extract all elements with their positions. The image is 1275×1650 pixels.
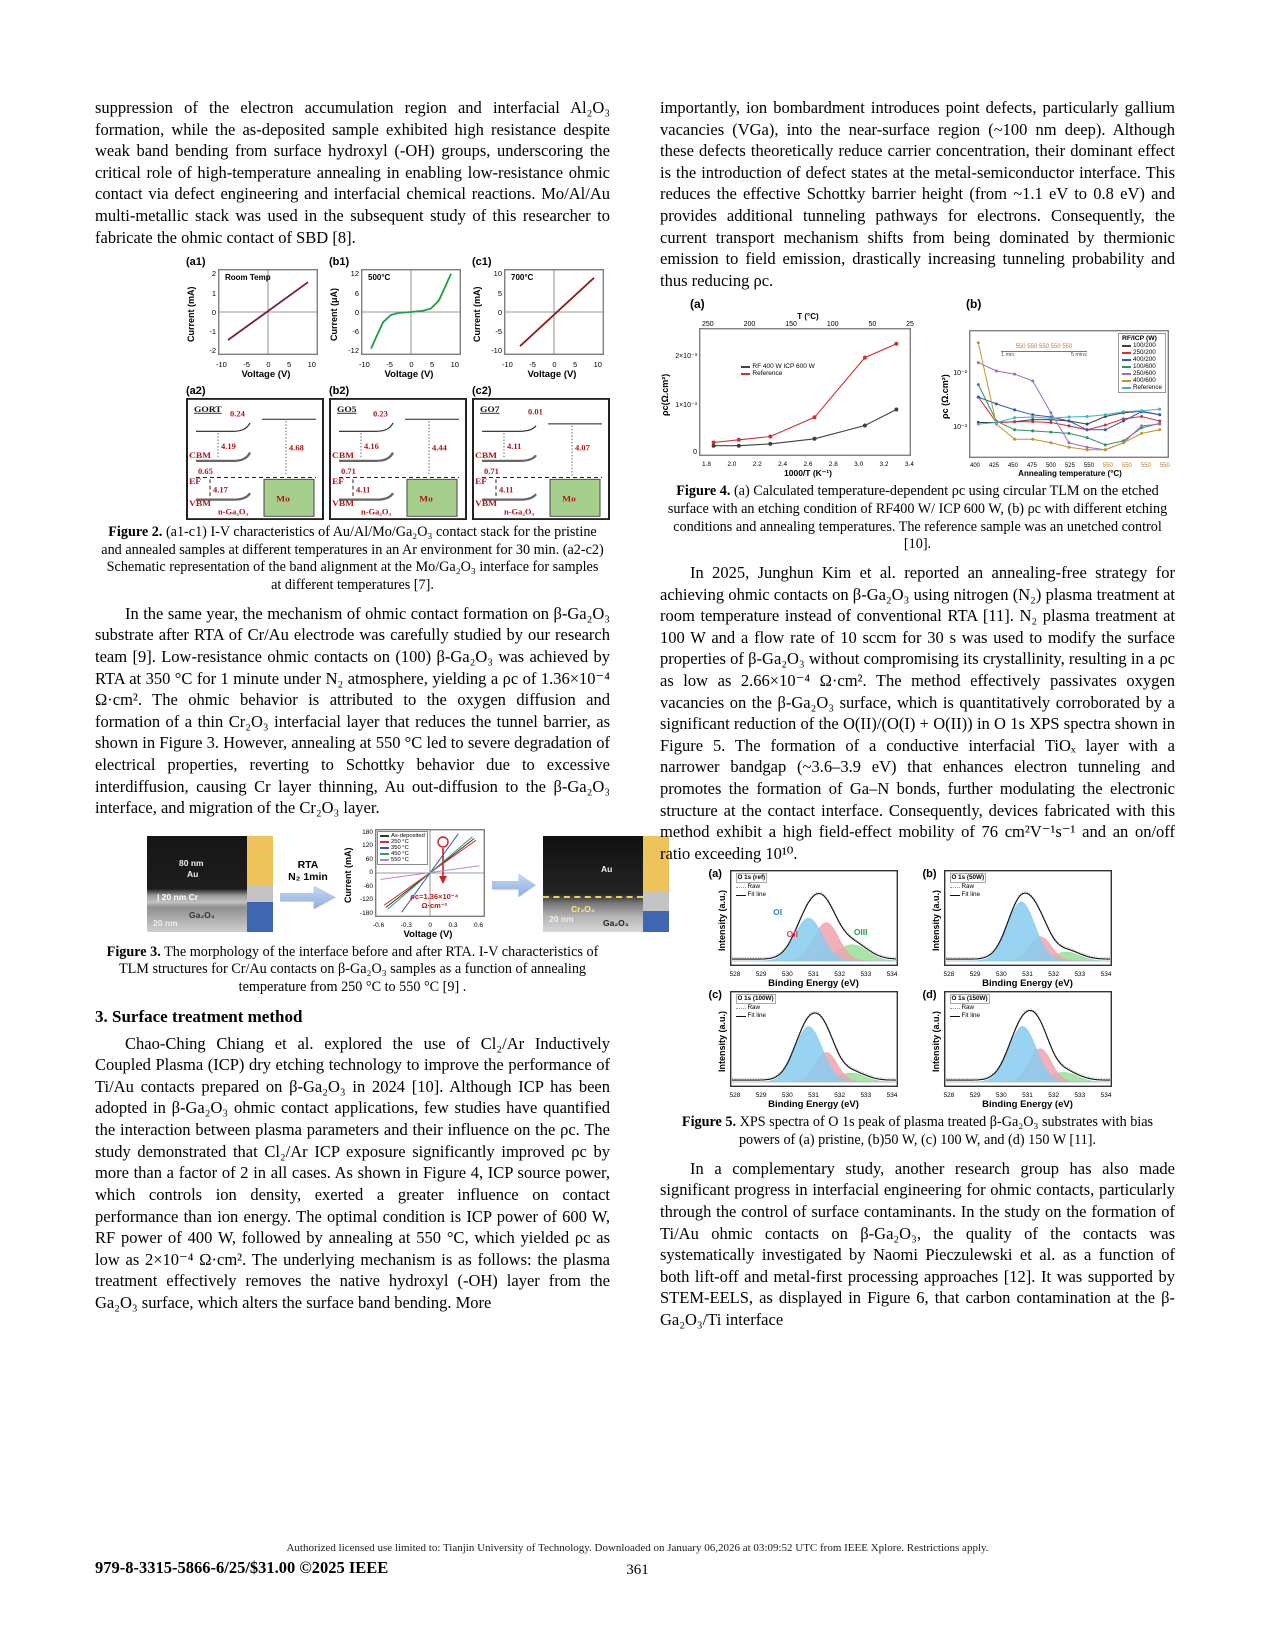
legend-swatch (950, 895, 960, 896)
svg-text:4.07: 4.07 (575, 444, 590, 453)
annotation-circle (438, 837, 448, 847)
figure2-caption (101, 524, 604, 594)
x-ticks: -10 -5 0 5 10 (216, 360, 316, 370)
figure2-panel-c1 (472, 256, 610, 380)
figure2-panel-b2 (329, 385, 467, 520)
paragraph-complementary: In a complementary study, another research group has also made significant progress in interfacial engineering for ohmic contacts, particularly through the control of surface contaminants. In the study on the formation of Ti/Au ohmic contacts on β-Ga₂O₃, the quality of the contacts was systematically investigated by Naomi Pieczulewski et al. as a function of both lift-off and metal-first processing approaches [12]. It was supported by STEM-EELS, as displayed in Figure 6, that carbon contamination at the β-Ga₂O₃/Ti interface (660, 1158, 1175, 1329)
svg-text:GORT: GORT (194, 404, 222, 415)
legend-item: Fit line (950, 891, 987, 899)
figure2-panel-b1 (329, 256, 467, 380)
plot-title: 700°C (511, 273, 534, 283)
legend-item: Fit line (950, 1012, 990, 1020)
svg-text:n-Ga₂O₃: n-Ga₂O₃ (218, 508, 249, 517)
x-axis-label: Voltage (V) (241, 369, 291, 381)
legend-title: RF/ICP (W) (1121, 335, 1157, 343)
legend-item: Raw (950, 883, 987, 891)
top-axis-ticks: 250 200 150 100 50 25 (702, 321, 914, 329)
legend-swatch (1122, 366, 1131, 368)
panel-label: (b1) (329, 256, 350, 269)
right-arrow-icon (280, 885, 336, 909)
y-ticks: 180 120 60 0 -60 -120 -180 (359, 828, 373, 917)
legend-item: 400/200 (1122, 356, 1162, 363)
svg-text:CBM: CBM (475, 450, 498, 461)
y-ticks: 12 6 0 -6 -12 (348, 269, 359, 356)
x-axis-label: 1000/T (K⁻¹) (784, 468, 832, 479)
legend-swatch (1122, 359, 1131, 361)
paragraph-importantly: importantly, ion bombardment introduces point defects, particularly gallium vacancies (VGa), into the near-surface region (~100 nm deep). Although these defects theoretically reduce carrier concentration, their dominant effect is the introduction of defect states at the metal-semiconductor interface. This reduces the effective Schottky barrier height (from ~1.1 eV to 0.8 eV) and provides additional tunneling pathways for electrons. Consequently, the current transport mechanism shifts from being dominated by thermionic emission to field emission, drastically increasing tunneling probability and thus reducing ρc. (660, 98, 1175, 290)
legend-swatch (950, 1016, 960, 1017)
xps-header: O 1s (50W) Raw Fit line (951, 874, 985, 899)
right-column (660, 97, 1175, 1331)
tem-label: Ga₂O₃ (603, 918, 629, 929)
svg-text:EF: EF (475, 476, 488, 487)
figure4-caption (666, 483, 1169, 553)
svg-text:EF: EF (189, 476, 202, 487)
tem-label: Au (187, 869, 199, 880)
x-axis-label: Annealing temperature (°C) (1018, 469, 1122, 479)
scale-bar: 20 nm (549, 914, 574, 925)
x-ticks: 1.8 2.0 2.2 2.4 2.6 2.8 3.0 3.2 3.4 (702, 461, 914, 469)
svg-text:0.23: 0.23 (373, 410, 388, 419)
panel-label: (c) (708, 989, 722, 1002)
figure5-panel-a (707, 870, 915, 989)
figure5 (660, 870, 1175, 1110)
y-axis-label: Current (μA) (329, 288, 339, 342)
figure5-panel-d (921, 991, 1129, 1110)
y-axis-label: Intensity (a.u.) (930, 1011, 941, 1073)
footer-license-line: Authorized licensed use limited to: Tianjin University of Technology. Downloaded on January 06,2026 at 03:09:52 UTC from IEEE Xplore. Restrictions apply. (286, 1542, 989, 1554)
interface-dashed-line (543, 896, 643, 898)
figure4-panel-a (660, 297, 928, 479)
svg-text:VBM: VBM (475, 498, 498, 509)
figure3-tem-before (147, 836, 273, 932)
svg-text:n-Ga₂O₃: n-Ga₂O₃ (504, 508, 535, 517)
legend-swatch (1122, 345, 1131, 347)
band-diagram-go7 (472, 398, 610, 520)
legend-swatch (380, 841, 389, 843)
figure3-caption-label: Figure 3. (106, 943, 161, 960)
figure2-band-row (186, 385, 610, 520)
band-diagram-gort (186, 398, 324, 520)
figure2-caption-label: Figure 2. (108, 524, 163, 541)
legend-swatch (380, 847, 389, 849)
rho-annotation: ρc=1.36×10⁻⁴ Ω·cm⁻² (410, 891, 459, 910)
peak-label-o2: OII (786, 929, 798, 940)
tem-label: | 20 nm Cr (157, 892, 199, 903)
legend-swatch (950, 887, 960, 888)
svg-text:Mo: Mo (419, 494, 433, 504)
plot-title: Room Temp (225, 273, 271, 283)
legend-swatch (950, 1008, 960, 1009)
layer-color-strip (247, 836, 273, 932)
tem-image-after (543, 836, 643, 932)
y-ticks: 10 5 0 -5 -10 (491, 269, 502, 356)
x-axis-label: Binding Energy (eV) (982, 978, 1073, 990)
svg-text:CBM: CBM (332, 450, 355, 461)
svg-text:4.19: 4.19 (221, 442, 236, 452)
svg-text:VBM: VBM (189, 498, 212, 509)
y-axis-label: Current (mA) (186, 287, 196, 343)
tem-label: Ga₂O₃ (189, 910, 215, 921)
legend-item: Reference (741, 370, 814, 377)
figure2-panel-a2 (186, 385, 324, 520)
x-ticks: -10 -5 0 5 10 (359, 360, 459, 370)
x-axis-label: Binding Energy (eV) (768, 978, 859, 990)
figure2-panel-a1 (186, 256, 324, 380)
paragraph-same-year: In the same year, the mechanism of ohmic contact formation on β-Ga₂O₃ substrate after RTA of Cr/Au electrode was carefully studied by our research team [9]. Low-resistance ohmic contacts on (100) β-Ga₂O₃ was achieved by RTA at 350 °C for 1 minute under N₂ atmosphere, yielding a ρc of 1.36×10⁻⁴ Ω·cm². The ohmic behavior is attributed to the oxygen diffusion and formation of a thin Cr₂O₃ interfacial layer that reduces the tunnel barrier, as shown in Figure 3. However, annealing at 550 °C led to severe degradation of electrical properties, reverting to Schottky behavior due to excessive interdiffusion, causing Cr layer thinning, Au out-diffusion to the β-Ga₂O₃ interface, and migration of the Cr₂O₃ layer. (95, 603, 610, 818)
x-ticks: 528 529 530 531 532 533 534 (729, 971, 898, 979)
panel-label: (a) (690, 297, 705, 312)
xps-header: O 1s (ref) Raw Fit line (737, 874, 767, 899)
tem-label: Au (601, 864, 613, 875)
x-ticks: 528 529 530 531 532 533 534 (943, 971, 1112, 979)
svg-text:4.11: 4.11 (356, 485, 371, 495)
left-column (95, 97, 629, 1331)
svg-text:4.11: 4.11 (507, 442, 522, 452)
svg-text:4.16: 4.16 (364, 442, 379, 452)
y-axis-label: Intensity (a.u.) (716, 1011, 727, 1073)
panel-label: (b2) (329, 385, 350, 398)
svg-text:4.44: 4.44 (432, 444, 447, 453)
y-ticks: 2 1 0 -1 -2 (209, 269, 216, 356)
annotation-arrowhead (439, 876, 447, 884)
x-ticks: -10 -5 0 5 10 (502, 360, 602, 370)
legend-swatch (1122, 387, 1131, 389)
figure3-caption (101, 944, 604, 997)
svg-text:4.68: 4.68 (289, 444, 304, 453)
figure4-panel-b (940, 297, 1175, 479)
y-axis-label: Intensity (a.u.) (716, 890, 727, 952)
legend-item: Fit line (736, 1012, 776, 1020)
legend-swatch (1122, 352, 1131, 354)
y-ticks: 10⁻² 10⁻³ (953, 369, 967, 431)
x-axis-label: Voltage (V) (403, 928, 453, 940)
footer-copyright: 979-8-3315-5866-6/25/$31.00 ©2025 IEEE (95, 1558, 389, 1577)
rta-label: RTA N₂ 1min (288, 859, 328, 884)
x-ticks: -0.6 -0.3 0 0.3 0.6 (373, 921, 483, 929)
legend-swatch (741, 366, 750, 368)
legend-item: Reference (1122, 384, 1162, 391)
legend-swatch (1122, 373, 1131, 375)
legend-item: Raw (950, 1004, 990, 1012)
y-axis-label: Current (mA) (343, 847, 353, 904)
figure2-caption-text: (a1-c1) I-V characteristics of Au/Al/Mo/Ga₂O₃ contact stack for the pristine and annealed samples at different temperatures in an Ar environment for 30 min. (a2-c2) Schematic representation of the band alignment at the Mo/Ga₂O₃ interface for samples at different temperatures [7]. (101, 524, 604, 594)
x-axis-label: Binding Energy (eV) (768, 1099, 859, 1111)
x-axis-label: Binding Energy (eV) (982, 1099, 1073, 1111)
svg-text:n-Ga₂O₃: n-Ga₂O₃ (361, 508, 392, 517)
legend-item: 350 °C (380, 845, 425, 851)
svg-text:Mo: Mo (276, 494, 290, 504)
svg-text:EF: EF (332, 476, 345, 487)
svg-text:GO7: GO7 (480, 404, 500, 415)
panel-label: (a2) (186, 385, 206, 398)
cr-layer-block (247, 886, 273, 901)
svg-text:0.71: 0.71 (341, 467, 356, 476)
legend-item: 100/200 (1122, 342, 1162, 349)
figure4b-legend (1118, 333, 1166, 393)
panel-label: (b) (922, 868, 937, 881)
figure2-iv-row (186, 256, 610, 380)
right-arrow-icon (492, 873, 536, 897)
figure3-tlm-plot (343, 829, 485, 940)
legend-item: 100/600 (1122, 363, 1162, 370)
substrate-layer-block (247, 902, 273, 933)
y-ticks: 2×10⁻³ 1×10⁻³ 0 (675, 352, 697, 456)
paragraph-suppression: suppression of the electron accumulation region and interfacial Al₂O₃ formation, while the as-deposited sample exhibited high resistance despite weak band bending from surface hydroxyl (-OH) groups, underscoring the critical role of high-temperature annealing in enabling low-resistance ohmic contact via defect engineering and interfacial chemical reactions. Mo/Al/Au multi-metallic stack was used in the subsequent study of this researcher to fabricate the ohmic contact of SBD [8]. (95, 98, 610, 247)
y-axis-label: ρc(Ω.cm²) (660, 373, 670, 417)
legend-item: 450 °C (380, 851, 425, 857)
band-diagram-go5 (329, 398, 467, 520)
x-axis-label: Voltage (V) (384, 369, 434, 381)
legend-item: 250/600 (1122, 370, 1162, 377)
legend-item: 250 °C (380, 839, 425, 845)
figure5-panel-c (707, 991, 915, 1110)
tem-label: 80 nm (179, 858, 204, 869)
legend-item: 550 °C (380, 857, 425, 863)
svg-text:CBM: CBM (189, 450, 212, 461)
legend-item: Fit line (736, 891, 768, 899)
page-number: 361 (626, 1562, 649, 1578)
svg-text:0.65: 0.65 (198, 467, 213, 476)
x-ticks: 528 529 530 531 532 533 534 (729, 1092, 898, 1100)
figure4-caption-label: Figure 4. (676, 483, 731, 500)
legend-swatch (736, 1008, 746, 1009)
tem-label: Cr₂O₃ (571, 904, 595, 915)
svg-text:VBM: VBM (332, 498, 355, 509)
figure3 (147, 828, 629, 940)
xps-header: O 1s (150W) Raw Fit line (951, 995, 988, 1020)
svg-text:0.01: 0.01 (528, 408, 543, 417)
tlm-legend (377, 831, 428, 865)
x-axis-label: Voltage (V) (527, 369, 577, 381)
legend-item: 400/600 (1122, 377, 1162, 384)
legend-item: Raw (736, 883, 768, 891)
legend-swatch (380, 853, 389, 855)
figure5-caption (666, 1114, 1169, 1149)
svg-text:4.17: 4.17 (213, 485, 228, 495)
figure3-caption-text: The morphology of the interface before and after RTA. I-V characteristics of TLM structures for Cr/Au contacts on β-Ga₂O₃ samples as a function of annealing temperature from 250 °C to 550 °C [9] . (118, 943, 599, 996)
legend-swatch (380, 859, 389, 861)
legend-item: Raw (736, 1004, 776, 1012)
scale-bar: 20 nm (153, 918, 178, 929)
tlm-temperature-plot (699, 328, 911, 456)
legend-item: As-deposited (380, 833, 425, 839)
peak-label-o1: OI (773, 906, 783, 917)
rta-arrow-block (280, 859, 336, 909)
figure4 (660, 297, 1175, 479)
peak-label-o3: OIII (853, 927, 868, 937)
panel-label: (d) (922, 989, 937, 1002)
x-ticks: 400 425 450 475 500 525 550 550 550 550 550 (970, 463, 1170, 470)
figure4-caption-text: (a) Calculated temperature-dependent ρc using circular TLM on the etched surface with an etching condition of RF400 W/ ICP 600 W, (b) ρc with different etching conditions and annealing temperatures. The reference sample was an unetched control [10]. (667, 483, 1168, 553)
figure2-panel-c2 (472, 385, 610, 520)
xps-header: O 1s (100W) Raw Fit line (737, 995, 774, 1020)
legend-swatch (736, 895, 746, 896)
panel-label: (a) (708, 868, 722, 881)
panel-label: (b) (966, 297, 982, 312)
figure5-panel-b (921, 870, 1129, 989)
panel-label: (c2) (472, 385, 492, 398)
legend-swatch (380, 835, 389, 837)
svg-text:0.24: 0.24 (230, 410, 245, 419)
figure4a-legend (741, 363, 814, 377)
legend-swatch (736, 1016, 746, 1017)
panel-label: (c1) (472, 256, 492, 269)
section3-heading: 3. Surface treatment method (95, 1006, 303, 1026)
svg-text:4.11: 4.11 (499, 485, 514, 495)
second-arrow-block (492, 871, 536, 897)
tem-image-before (147, 836, 247, 932)
panel-label: (a1) (186, 256, 206, 269)
x-ticks: 528 529 530 531 532 533 534 (943, 1092, 1112, 1100)
svg-text:Mo: Mo (562, 494, 576, 504)
legend-swatch (741, 373, 750, 375)
legend-item: 250/200 (1122, 349, 1162, 356)
plot-title: 500°C (368, 273, 391, 283)
y-axis-label: ρc (Ω.cm²) (940, 374, 950, 420)
figure3-tem-after (543, 836, 669, 932)
figure2 (186, 256, 610, 520)
figure5-caption-text: XPS spectra of O 1s peak of plasma treated β-Ga₂O₃ substrates with bias powers of (a) pristine, (b)50 W, (c) 100 W, and (d) 150 W [11]. (736, 1114, 1154, 1149)
paragraph-chiang: Chao-Ching Chiang et al. explored the use of Cl₂/Ar Inductively Coupled Plasma (ICP) dry etching technology to improve the performance of Ti/Au contacts prepared on β-Ga₂O₃ in 2024 [10]. Although ICP has been adopted in β-Ga₂O₃ ohmic contact applications, few studies have quantified the interaction between plasma parameters and their influence on the ρc. The study demonstrated that Cl₂/Ar ICP exposure significantly improved ρc by more than a factor of 2 in all cases. As shown in Figure 4, ICP source power, which controls ion density, exerted a greater influence on contact performance than ion energy. The optimal condition is ICP power of 600 W, RF power of 400 W, followed by annealing at 550 °C, which yielded ρc as low as 2×10⁻⁴ Ω·cm². The underlying mechanism is as follows: the plasma treatment effectively removes the native hydroxyl (-OH) layer from the Ga₂O₃ surface, which alters the surface band bending. More (95, 1033, 610, 1312)
figure5-caption-label: Figure 5. (681, 1114, 737, 1131)
anneal-sequence-inset: 550 550 550 550 550 1 min 5 mins (1001, 343, 1087, 359)
top-axis-title: T (°C) (797, 312, 819, 322)
paragraph-kim: In 2025, Junghun Kim et al. reported an annealing-free strategy for achieving ohmic contacts on β-Ga₂O₃ using nitrogen (N₂) plasma treatment at room temperature instead of conventional RTA [11]. N₂ plasma treatment at 100 W and a flow rate of 10 sccm for 30 s was used to modify the surface properties of β-Ga₂O₃ without compromising its crystallinity, resulting in a ρc as low as 2.66×10⁻⁴ Ω·cm². The method effectively passivates oxygen vacancies on the β-Ga₂O₃ surface, which is quantitatively corroborated by a significant reduction of the O(II)/(O(I) + O(II)) in O 1s XPS spectra shown in Figure 5. The formation of a conductive interfacial TiOₓ layer with a narrower bandgap (~3.6–3.9 eV) that enhances electron tunneling and promotes the formation of Ga–N bonds, further modulating the electronic structure at the contact interface. Consequently, devices fabricated with this method exhibit a high field-effect mobility of 76 cm²V⁻¹s⁻¹ and an on/off ratio exceeding 10¹⁰. (660, 562, 1175, 863)
svg-text:0.71: 0.71 (484, 467, 499, 476)
legend-swatch (736, 887, 746, 888)
legend-swatch (1122, 380, 1131, 382)
y-axis-label: Current (mA) (472, 287, 482, 343)
svg-text:GO5: GO5 (337, 404, 357, 415)
au-layer-block (247, 836, 273, 886)
y-axis-label: Intensity (a.u.) (930, 890, 941, 952)
legend-item: RF 400 W ICP 600 W (741, 363, 814, 370)
